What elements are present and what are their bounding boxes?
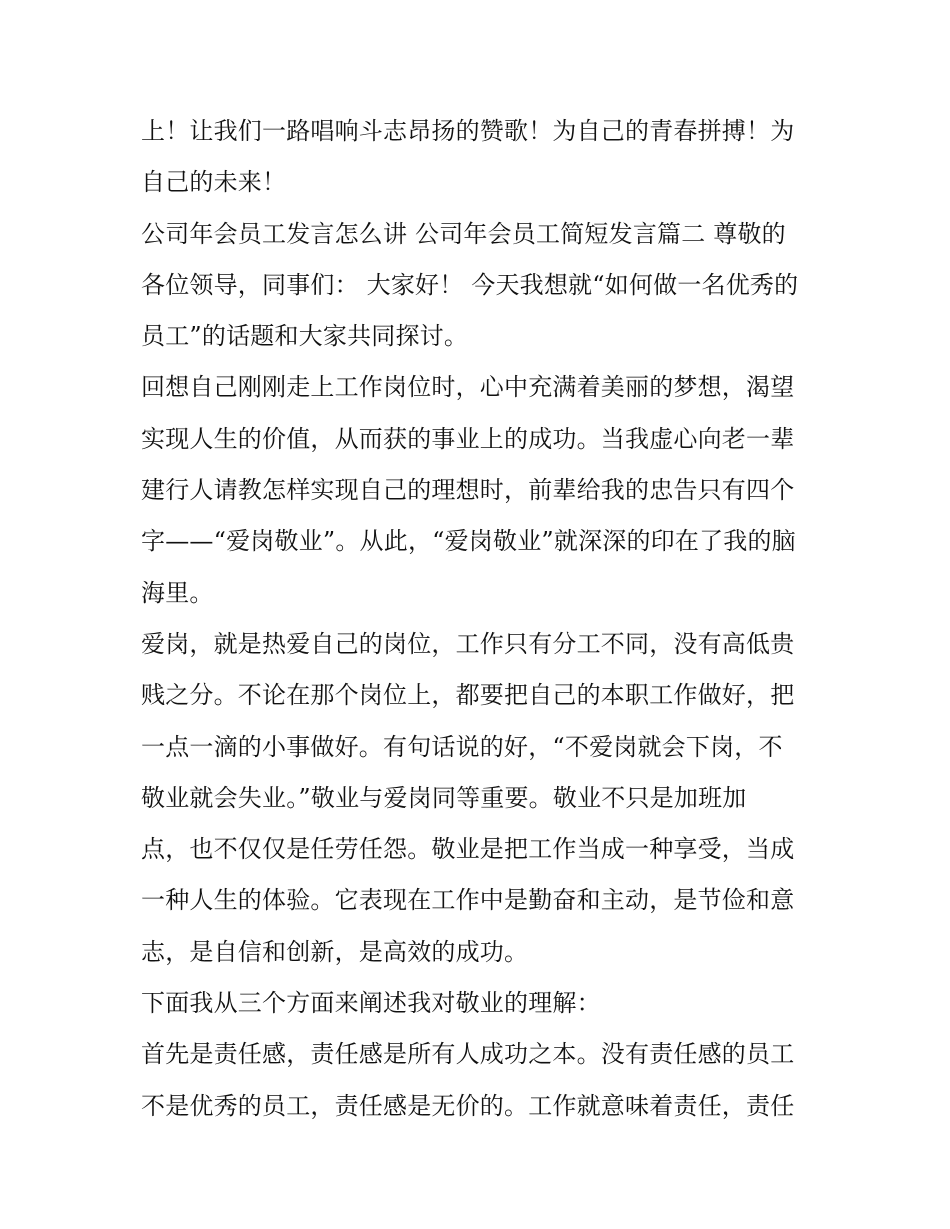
text-line: 自己的未来！	[141, 168, 287, 197]
text-line: 字——“爱岗敬业”。从此，“爱岗敬业”就深深的印在了我的脑	[141, 527, 796, 556]
text-line: 不是优秀的员工，责任感是无价的。工作就意味着责任，责任	[141, 1091, 795, 1120]
text-line: 爱岗，就是热爱自己的岗位，工作只有分工不同，没有高低贵	[141, 629, 795, 658]
text-line: 一种人生的体验。它表现在工作中是勤奋和主动，是节俭和意	[141, 886, 795, 915]
text-line: 敬业就会失业。”敬业与爱岗同等重要。敬业不只是加班加	[141, 783, 747, 812]
text-line: 员工”的话题和大家共同探讨。	[141, 322, 469, 351]
text-line: 点，也不仅仅是任劳任怨。敬业是把工作当成一种享受，当成	[141, 835, 795, 864]
body-text	[141, 106, 813, 1132]
text-line: 志，是自信和创新，是高效的成功。	[141, 937, 529, 966]
text-line: 各位领导，同事们： 大家好！ 今天我想就“如何做一名优秀的	[141, 270, 799, 299]
text-line: 海里。	[141, 578, 214, 607]
text-line: 公司年会员工发言怎么讲 公司年会员工简短发言篇二 尊敬的	[141, 219, 786, 248]
text-line: 实现人生的价值，从而获的事业上的成功。当我虚心向老一辈	[141, 424, 795, 453]
text-line: 下面我从三个方面来阐述我对敬业的理解：	[141, 989, 601, 1018]
text-line: 回想自己刚刚走上工作岗位时，心中充满着美丽的梦想，渴望	[141, 373, 795, 402]
text-line: 一点一滴的小事做好。有句话说的好，“不爱岗就会下岗，不	[141, 732, 783, 761]
text-line: 上！让我们一路唱响斗志昂扬的赞歌！为自己的青春拼搏！为	[141, 117, 795, 145]
text-line: 贱之分。不论在那个岗位上，都要把自己的本职工作做好，把	[141, 681, 795, 710]
text-line: 首先是责任感，责任感是所有人成功之本。没有责任感的员工	[141, 1040, 795, 1069]
text-line: 建行人请教怎样实现自己的理想时，前辈给我的忠告只有四个	[141, 476, 795, 505]
